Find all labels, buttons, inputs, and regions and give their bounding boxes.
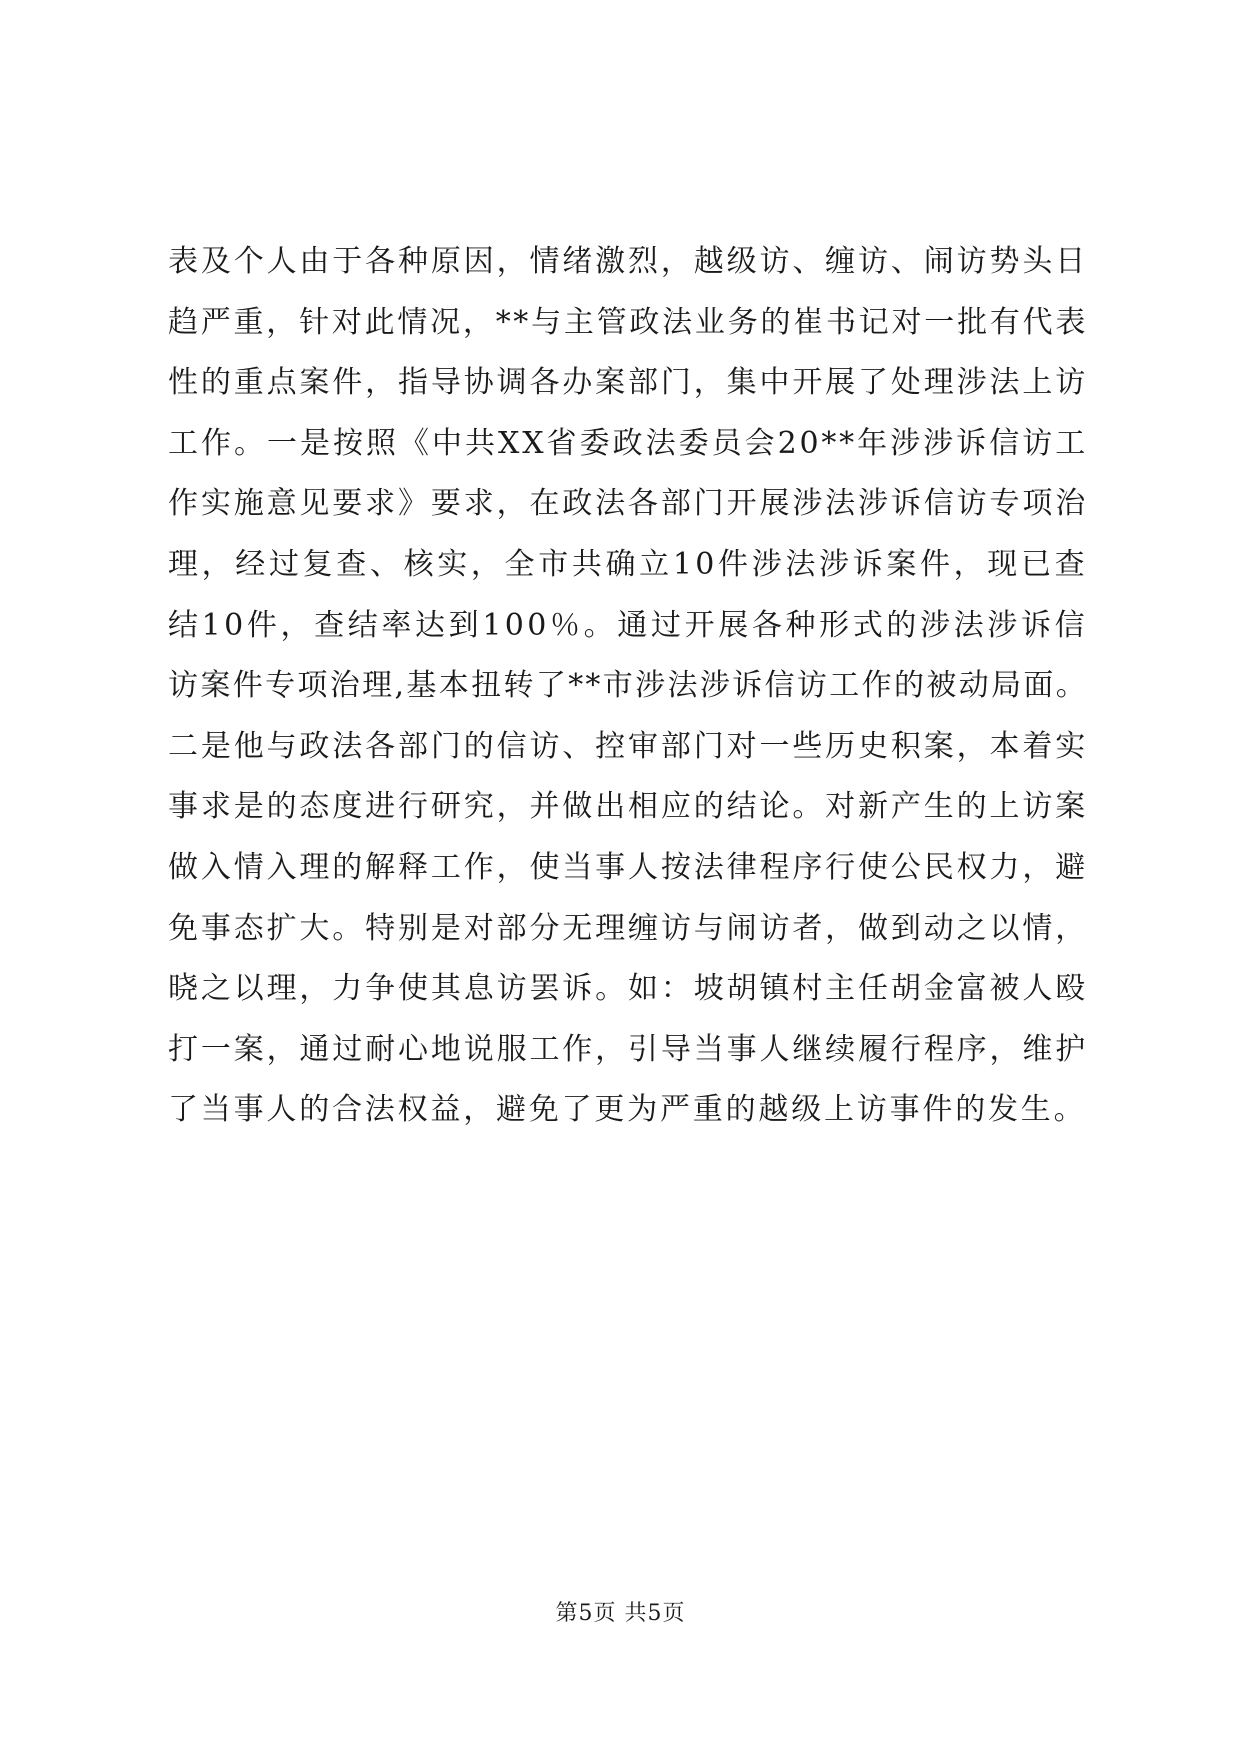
text-line: 二是他与政法各部门的信访、控审部门对一些历史积案，本着实	[168, 728, 1088, 764]
text-line: 晓之以理，力争使其息访罢诉。如：坡胡镇村主任胡金富被人殴	[168, 971, 1088, 1007]
text-line: 性的重点案件，指导协调各办案部门，集中开展了处理涉法上访	[168, 365, 1088, 401]
text-line: 做入情入理的解释工作，使当事人按法律程序行使公民权力，避	[168, 849, 1088, 885]
text-line: 工作。一是按照《中共XX省委政法委员会20**年涉涉诉信访工	[168, 425, 1088, 461]
text-line: 作实施意见要求》要求，在政法各部门开展涉法涉诉信访专项治	[168, 486, 1088, 522]
text-line: 打一案，通过耐心地说服工作，引导当事人继续履行程序，维护	[168, 1031, 1088, 1067]
text-line: 事求是的态度进行研究，并做出相应的结论。对新产生的上访案	[168, 789, 1088, 825]
text-line: 了当事人的合法权益，避免了更为严重的越级上访事件的发生。	[168, 1092, 1087, 1128]
body-paragraph	[168, 232, 1088, 1141]
page-number-footer: 第5页 共5页	[555, 1601, 686, 1626]
text-line: 结10件，查结率达到100％。通过开展各种形式的涉法涉诉信	[168, 607, 1088, 643]
text-line: 访案件专项治理,基本扭转了**市涉法涉诉信访工作的被动局面。	[168, 668, 1088, 704]
text-line: 表及个人由于各种原因，情绪激烈，越级访、缠访、闹访势头日	[168, 244, 1088, 279]
text-line: 免事态扩大。特别是对部分无理缠访与闹访者，做到动之以情，	[168, 910, 1088, 946]
text-line: 理，经过复查、核实，全市共确立10件涉法涉诉案件，现已查	[168, 546, 1088, 582]
text-line: 趋严重，针对此情况，**与主管政法业务的崔书记对一批有代表	[168, 304, 1088, 340]
